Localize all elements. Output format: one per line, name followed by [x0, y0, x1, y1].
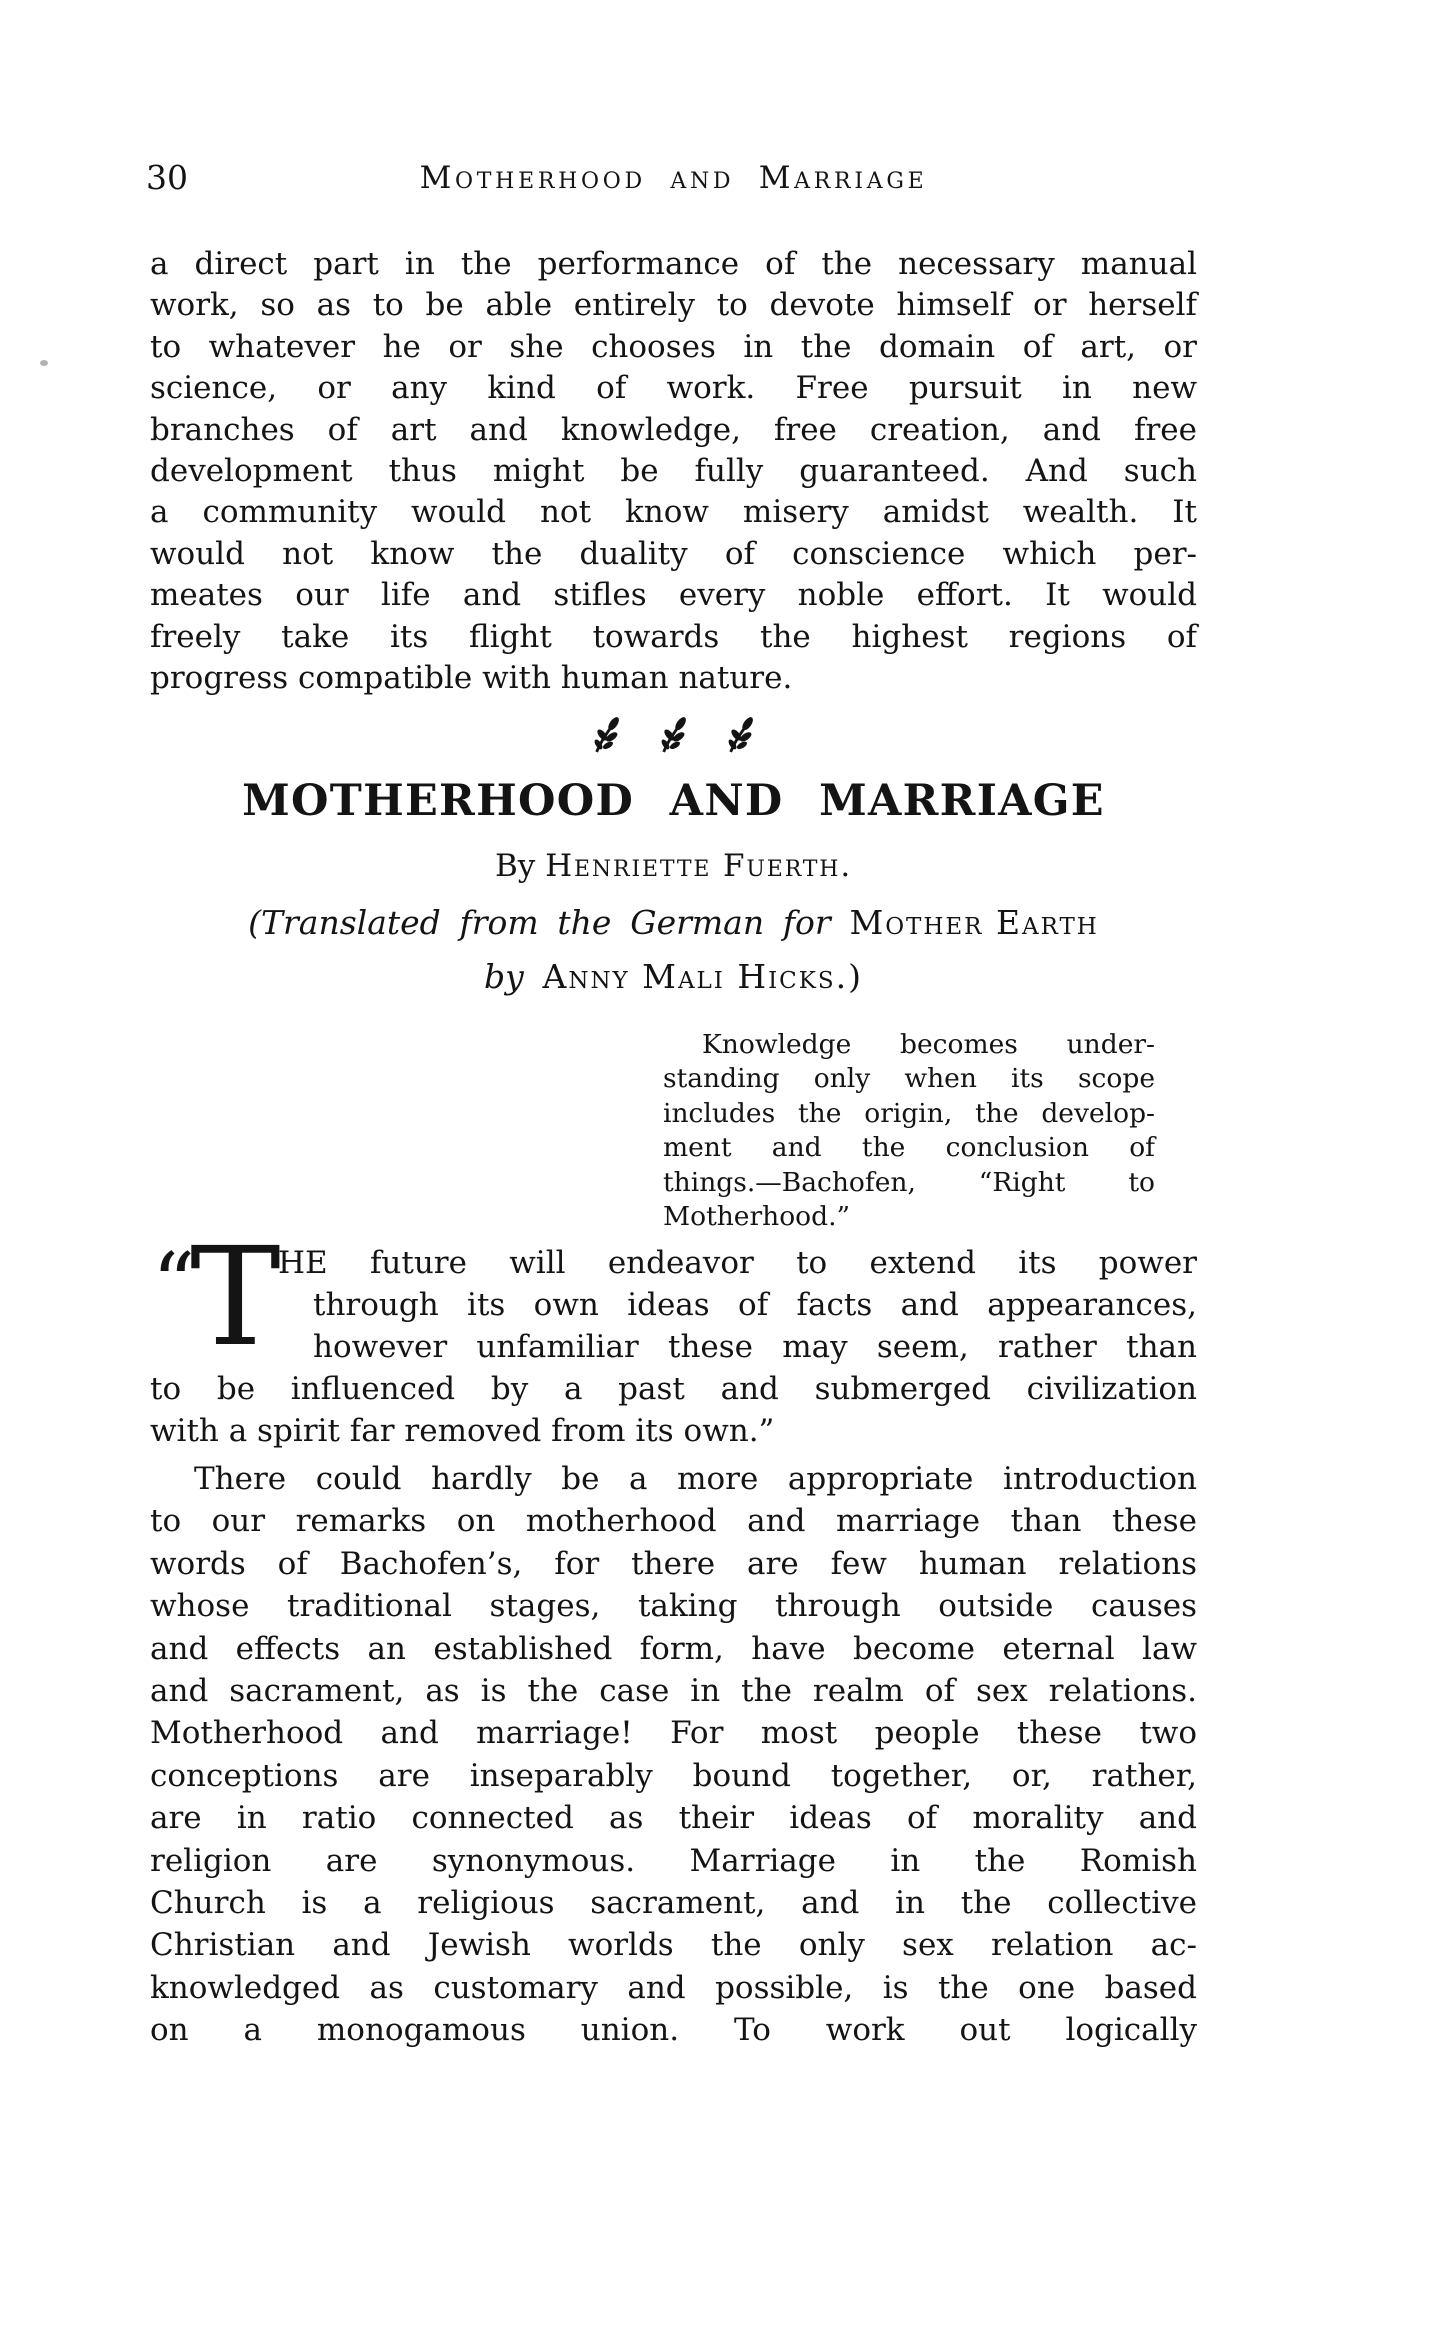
author-name: Henriette Fuerth.: [545, 848, 853, 884]
text-line: There could hardly be a more appropriate introduction: [194, 1461, 1197, 1497]
journal-name: Mother Earth: [849, 903, 1099, 942]
text-line: science, or any kind of work. Free pursuit in new: [150, 370, 1197, 407]
text-line: development thus might be fully guaranteed. And such: [150, 453, 1197, 490]
drop-cap: T: [190, 1219, 281, 1377]
translation-note-line2: [150, 957, 1197, 996]
text-line: Christian and Jewish worlds the only sex relation ac-: [150, 1927, 1197, 1964]
text-line: a community would not know misery amidst wealth. It: [150, 494, 1197, 531]
epigraph-line: Motherhood.”: [663, 1201, 851, 1233]
epigraph-line: standing only when its scope: [663, 1063, 1155, 1095]
text-line: work, so as to be able entirely to devote himself or herself: [150, 287, 1197, 324]
text-line: words of Bachofen’s, for there are few human relations: [150, 1545, 1197, 1582]
text-line: Church is a religious sacrament, and in the collective: [150, 1885, 1197, 1922]
leaf-sprig-icon: [591, 716, 623, 754]
epigraph-line: Knowledge becomes under-: [702, 1029, 1155, 1060]
text-line: freely take its flight towards the highest regions of: [150, 618, 1197, 655]
intro-paragraph: [150, 244, 1197, 699]
text-line: branches of art and knowledge, free creation, and free: [150, 411, 1197, 448]
translation-italic: by: [484, 957, 543, 996]
byline-prefix: By: [494, 848, 546, 884]
text-line: progress compatible with human nature.: [150, 660, 793, 697]
text-line: are in ratio connected as their ideas of morality and: [150, 1800, 1197, 1837]
epigraph-line: includes the origin, the develop-: [663, 1097, 1155, 1129]
byline: [150, 848, 1197, 884]
epigraph-line: things.—Bachofen, “Right to: [663, 1166, 1155, 1198]
running-header: Motherhood and Marriage: [419, 160, 928, 196]
translation-italic: (Translated from the German for: [248, 903, 850, 942]
text-line: on a monogamous union. To work out logically: [150, 2012, 1197, 2049]
text-line: would not know the duality of conscience which per-: [150, 535, 1197, 572]
epigraph-line: ment and the conclusion of: [663, 1132, 1155, 1164]
translator-name: Anny Mali Hicks.): [542, 957, 863, 996]
page-number: 30: [146, 158, 188, 197]
translation-note-line1: [150, 903, 1197, 942]
text-line: to our remarks on motherhood and marriage than these: [150, 1503, 1197, 1540]
text-line: conceptions are inseparably bound together, or, rather,: [150, 1757, 1197, 1794]
text-line: whose traditional stages, taking through outside causes: [150, 1588, 1197, 1625]
text-line: and effects an established form, have become eternal law: [150, 1630, 1197, 1667]
text-line: and sacrament, as is the case in the realm of sex relations.: [150, 1673, 1197, 1710]
text-line: to be influenced by a past and submerged civilization: [150, 1371, 1197, 1407]
text-line: religion are synonymous. Marriage in the Romish: [150, 1842, 1197, 1879]
text-line: with a spirit far removed from its own.”: [150, 1413, 775, 1449]
body-paragraph: [150, 1458, 1197, 2052]
scan-speck: [40, 360, 48, 366]
text-line: however unfamiliar these may seem, rather than: [313, 1329, 1197, 1365]
opening-paragraph: [150, 1219, 1197, 1452]
text-line: to whatever he or she chooses in the domain of art, or: [150, 328, 1197, 365]
text-line: through its own ideas of facts and appearances,: [313, 1287, 1197, 1323]
text-line: knowledged as customary and possible, is the one based: [150, 1969, 1197, 2006]
article-title: MOTHERHOOD AND MARRIAGE: [242, 776, 1105, 826]
leaf-sprig-icon: [725, 716, 757, 754]
text-line: Motherhood and marriage! For most people these two: [150, 1715, 1197, 1752]
text-line: meates our life and stifles every noble effort. It would: [150, 577, 1197, 614]
opening-quote-mark: “: [152, 1235, 193, 1333]
text-line: a direct part in the performance of the necessary manual: [150, 246, 1197, 282]
epigraph: [663, 1028, 1155, 1234]
ornament-row: [150, 716, 1197, 754]
leaf-sprig-icon: [658, 716, 690, 754]
text-line: HE future will endeavor to extend its power: [278, 1245, 1197, 1281]
